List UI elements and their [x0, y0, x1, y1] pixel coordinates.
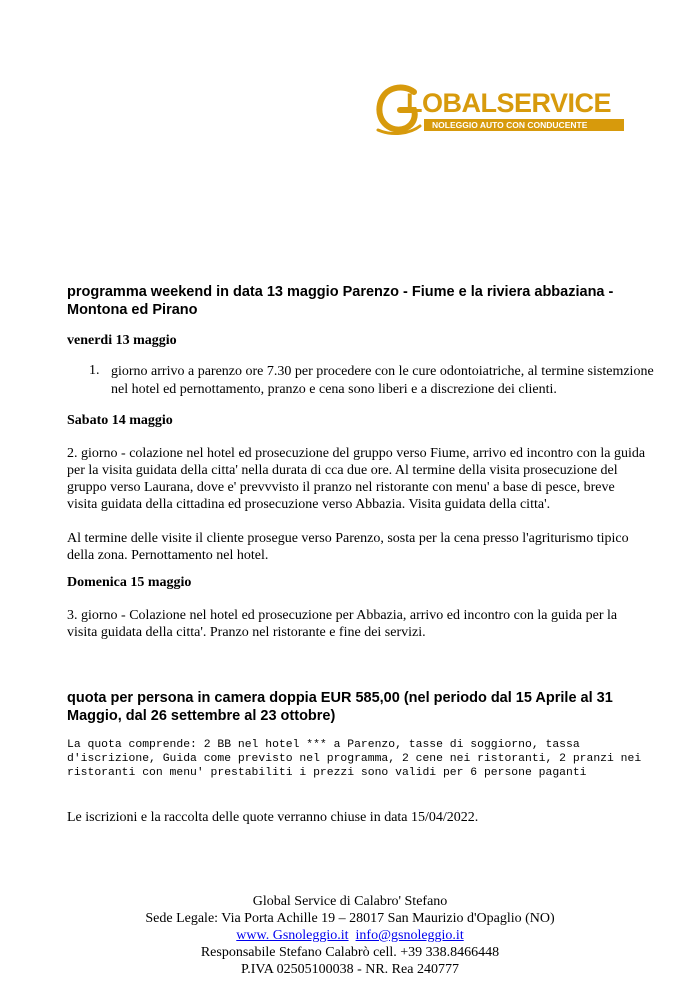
footer-links	[0, 927, 700, 944]
website-link[interactable]: www. Gsnoleggio.it	[236, 928, 349, 943]
day2-paragraph-2: Al termine delle visite il cliente prosegue verso Parenzo, sosta per la cena presso l'agriturismo tipico della zona. Pernottamento nel hotel.	[67, 531, 629, 563]
day3-paragraph: 3. giorno - Colazione nel hotel ed prosecuzione per Abbazia, arrivo ed incontro con la guida per la visita guidata della citta'. Pranzo nel ristorante e fine dei servizi.	[67, 608, 618, 640]
globalservice-logo	[376, 82, 626, 142]
registration-closing: Le iscrizioni e la raccolta delle quote verranno chiuse in data 15/04/2022.	[67, 810, 479, 825]
footer-company: Global Service di Calabro' Stefano	[252, 894, 448, 909]
program-title: programma weekend in data 13 maggio Parenzo - Fiume e la riviera abbaziana - Montona ed Pirano	[67, 284, 614, 318]
day3-heading: Domenica 15 maggio	[67, 575, 192, 590]
footer-contact: Responsabile Stefano Calabrò cell. +39 338.8466448	[200, 945, 500, 960]
footer-vat: P.IVA 02505100038 - NR. Rea 240777	[241, 962, 459, 977]
logo-brand-text: LOBALSERVICE	[406, 88, 612, 118]
day1-heading: venerdi 13 maggio	[67, 333, 177, 348]
footer-address: Sede Legale: Via Porta Achille 19 – 28017 San Maurizio d'Opaglio (NO)	[145, 911, 555, 926]
logo-tagline: NOLEGGIO AUTO CON CONDUCENTE	[432, 120, 588, 130]
day2-paragraph-1: 2. giorno - colazione nel hotel ed prosecuzione del gruppo verso Fiume, arrivo ed incontro con la guida per la visita guidata della citta' nella durata di cca due ore. Al termine della visita prosecuzione del gruppo verso Laurana, dove e' prevvvisto il pranzo nel ristorante con menu' a base di pesce, breve visita guidata della cittadina ed prosecuzione verso Abbazia. Visita guidata della citta'.	[67, 446, 646, 512]
email-link[interactable]: info@gsnoleggio.it	[355, 928, 464, 943]
day2-heading: Sabato 14 maggio	[67, 413, 173, 428]
price-title: quota per persona in camera doppia EUR 585,00 (nel periodo dal 15 Aprile al 31 Maggio, dal 26 settembre al 23 ottobre)	[67, 690, 613, 724]
day1-item-text: giorno arrivo a parenzo ore 7.30 per procedere con le cure odontoiatriche, al termine sistemzione nel hotel ed pernottamento, pranzo e cena sono liberi e a discrezione dei clienti.	[111, 364, 654, 397]
price-includes: La quota comprende: 2 BB nel hotel *** a Parenzo, tasse di soggiorno, tassa d'iscrizione, Guida come previsto nel programma, 2 cene nei ristoranti, 2 pranzi nei ristoranti con menu' prestabiliti i prezzi sono validi per 6 persone paganti	[67, 739, 642, 780]
day1-item-number: 1.	[89, 363, 100, 378]
footer	[0, 893, 700, 978]
